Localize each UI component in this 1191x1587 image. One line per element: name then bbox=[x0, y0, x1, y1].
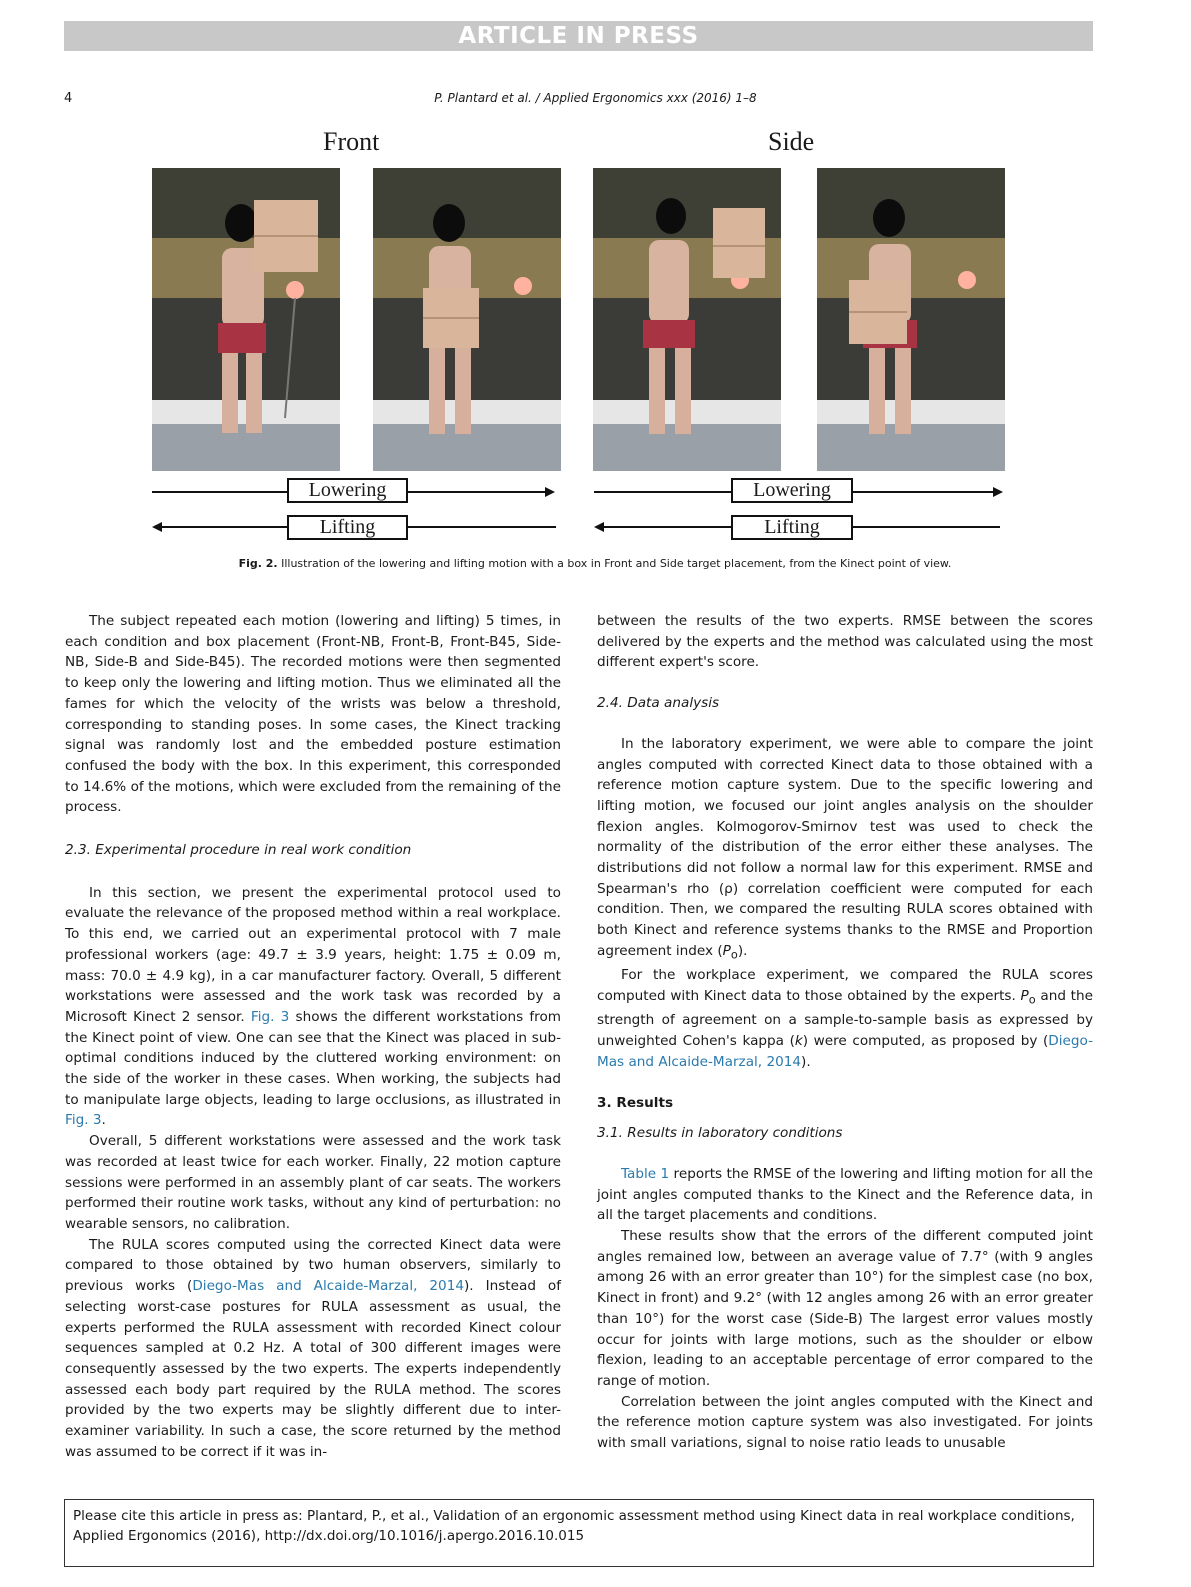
reference-link[interactable]: Diego-Mas and Alcaide-Marzal, 2014 bbox=[192, 1278, 464, 1295]
lifting-label-side: Lifting bbox=[731, 515, 853, 540]
paragraph: For the workplace experiment, we compared the RULA scores computed with Kinect data to those obtained by the experts. $P_o$ and the strength of agreement on a sample-to-sample basis as expressed by unweighted Cohen's kappa (k) were computed, as proposed by (Diego-Mas and Alcaide-Marzal, 2014). bbox=[597, 967, 1093, 1070]
lowering-label-front: Lowering bbox=[287, 478, 408, 503]
right-column bbox=[597, 611, 1093, 1454]
subsection-heading: 3.1. Results in laboratory conditions bbox=[597, 1125, 843, 1142]
paragraph: between the results of the two experts. RMSE between the scores delivered by the experts and the method was calculated using the most different expert's score. bbox=[597, 613, 1093, 671]
subsection-heading: 2.4. Data analysis bbox=[597, 695, 720, 712]
photo-side-raised bbox=[593, 168, 781, 471]
lifting-arrowhead-side bbox=[594, 522, 604, 532]
paragraph: The subject repeated each motion (lowering and lifting) 5 times, in each condition and box placement (Front-NB, Front-B, Front-B45, Side-NB, Side-B and Side-B45). The recorded motions were then segmented to keep only the lowering and lifting motion. Thus we eliminated all the fames for which the velocity of the wrists was below a threshold, corresponding to standing poses. In some cases, the Kinect tracking signal was randomly lost and the embedded posture estimation confused the body with the box. In this experiment, this corresponded to 14.6% of the motions, which were excluded from the remaining of the process. bbox=[65, 613, 561, 816]
paragraph: In this section, we present the experimental protocol used to evaluate the relevance of the proposed method within a real workplace. To this end, we carried out an experimental protocol with 7 male professional workers (age: 49.7 ± 3.9 years, height: 1.75 ± 0.09 m, mass: 70.0 ± 4.9 kg), in a car manufacturer factory. Overall, 5 different workstations were assessed and the work task was recorded by a Microsoft Kinect 2 sensor. Fig. 3 shows the different workstations from the Kinect point of view. One can see that the Kinect was placed in sub-optimal conditions induced by the cluttered working environment: on the side of the worker in these cases. When working, the subjects had to manipulate large objects, leading to large occlusions, as illustrated in Fig. 3. bbox=[65, 884, 562, 1129]
caption-text: Illustration of the lowering and lifting motion with a box in Front and Side target placement, from the Kinect point of view. bbox=[277, 557, 952, 570]
subsection-heading: 2.3. Experimental procedure in real work condition bbox=[65, 842, 412, 859]
section-heading: 3. Results bbox=[597, 1094, 674, 1111]
article-in-press-banner bbox=[64, 21, 1093, 51]
lowering-label-side: Lowering bbox=[731, 478, 853, 503]
paragraph: Table 1 reports the RMSE of the lowering and lifting motion for all the joint angles computed thanks to the Kinect and the Reference data, in all the target placements and conditions. bbox=[597, 1165, 1093, 1224]
page-number: 4 bbox=[64, 91, 73, 106]
paragraph: These results show that the errors of the different computed joint angles remained low, between an average value of 7.7° (with 9 angles among 26 with an error greater than 10°) for the simplest case (no box, Kinect in front) and 9.2° (with 12 angles among 26 with an error greater than 10°) for the worst case (Side-B) The largest error values mostly occur for joints with large motions, such as the shoulder or elbow flexion, leading to an acceptable percentage of error compared to the range of motion. bbox=[597, 1228, 1093, 1389]
fig3-link[interactable]: Fig. 3 bbox=[250, 1008, 290, 1025]
paragraph: In the laboratory experiment, we were able to compare the joint angles computed with corrected Kinect data to those obtained with a reference motion capture system. Due to the specific lowering and lifting motion, we focused our joint angles analysis on the shoulder flexion angles. Kolmogorov-Smirnov test was used to check the normality of the distribution of the error either these analyses. The distributions did not follow a normal law for this experiment. RMSE and Spearman's rho (ρ) correlation coefficient were computed for each condition. Then, we compared the resulting RULA scores obtained with both Kinect and reference systems thanks to the RMSE and Proportion agreement index $(P_o)$. bbox=[597, 735, 1093, 962]
lowering-arrowhead-side bbox=[993, 487, 1003, 497]
lowering-arrowhead-front bbox=[545, 487, 555, 497]
photo-front-lowered bbox=[373, 168, 561, 471]
paragraph: The RULA scores computed using the corrected Kinect data were compared to those obtained by two human observers, similarly to previous works (Diego-Mas and Alcaide-Marzal, 2014). Instead of selecting worst-case postures for RULA assessment as usual, the experts performed the RULA assessment with recorded Kinect colour sequences sampled at 0.2 Hz. A total of 300 different images were consequently assessed by the two experts. The experts independently assessed each body part required by the RULA method. The scores provided by the two experts may be slightly different due to inter-examiner variability. In such a case, the score returned by the method was assumed to be correct if it was in- bbox=[65, 1236, 562, 1460]
photo-side-lowered bbox=[817, 168, 1005, 471]
paragraph: Overall, 5 different workstations were assessed and the work task was recorded at least twice for each worker. Finally, 22 motion capture sessions were performed in an assembly plant of car seats. The workers performed their routine work tasks, without any kind of perturbation: no wearable sensors, no calibration. bbox=[65, 1133, 561, 1232]
citation-box: Please cite this article in press as: Plantard, P., et al., Validation of an ergonomic assessment method using Kinect data in real workplace conditions, Applied Ergonomics (2016), http://dx.doi.org/10.1016/j.apergo.2016.10.015 bbox=[64, 1499, 1094, 1567]
fig3-link[interactable]: Fig. 3 bbox=[65, 1112, 102, 1129]
figure-front-label: Front bbox=[323, 127, 380, 156]
running-head: P. Plantard et al. / Applied Ergonomics xxx (2016) 1–8 bbox=[434, 91, 757, 105]
photo-front-raised bbox=[152, 168, 340, 471]
figure-side-label: Side bbox=[768, 127, 815, 156]
banner-text: ARTICLE IN PRESS bbox=[458, 23, 699, 49]
caption-label: Fig. 2. bbox=[238, 557, 278, 570]
lifting-arrowhead-front bbox=[152, 522, 162, 532]
table1-link[interactable]: Table 1 bbox=[621, 1165, 670, 1182]
figure-caption bbox=[60, 557, 1130, 570]
paragraph: Correlation between the joint angles computed with the Kinect and the reference motion capture system was also investigated. For joints with small variations, signal to noise ratio leads to unusable bbox=[597, 1393, 1093, 1452]
reference-link[interactable]: Diego-Mas and Alcaide-Marzal, 2014 bbox=[597, 1033, 1093, 1070]
left-column bbox=[65, 611, 561, 1462]
lifting-label-front: Lifting bbox=[287, 515, 408, 540]
